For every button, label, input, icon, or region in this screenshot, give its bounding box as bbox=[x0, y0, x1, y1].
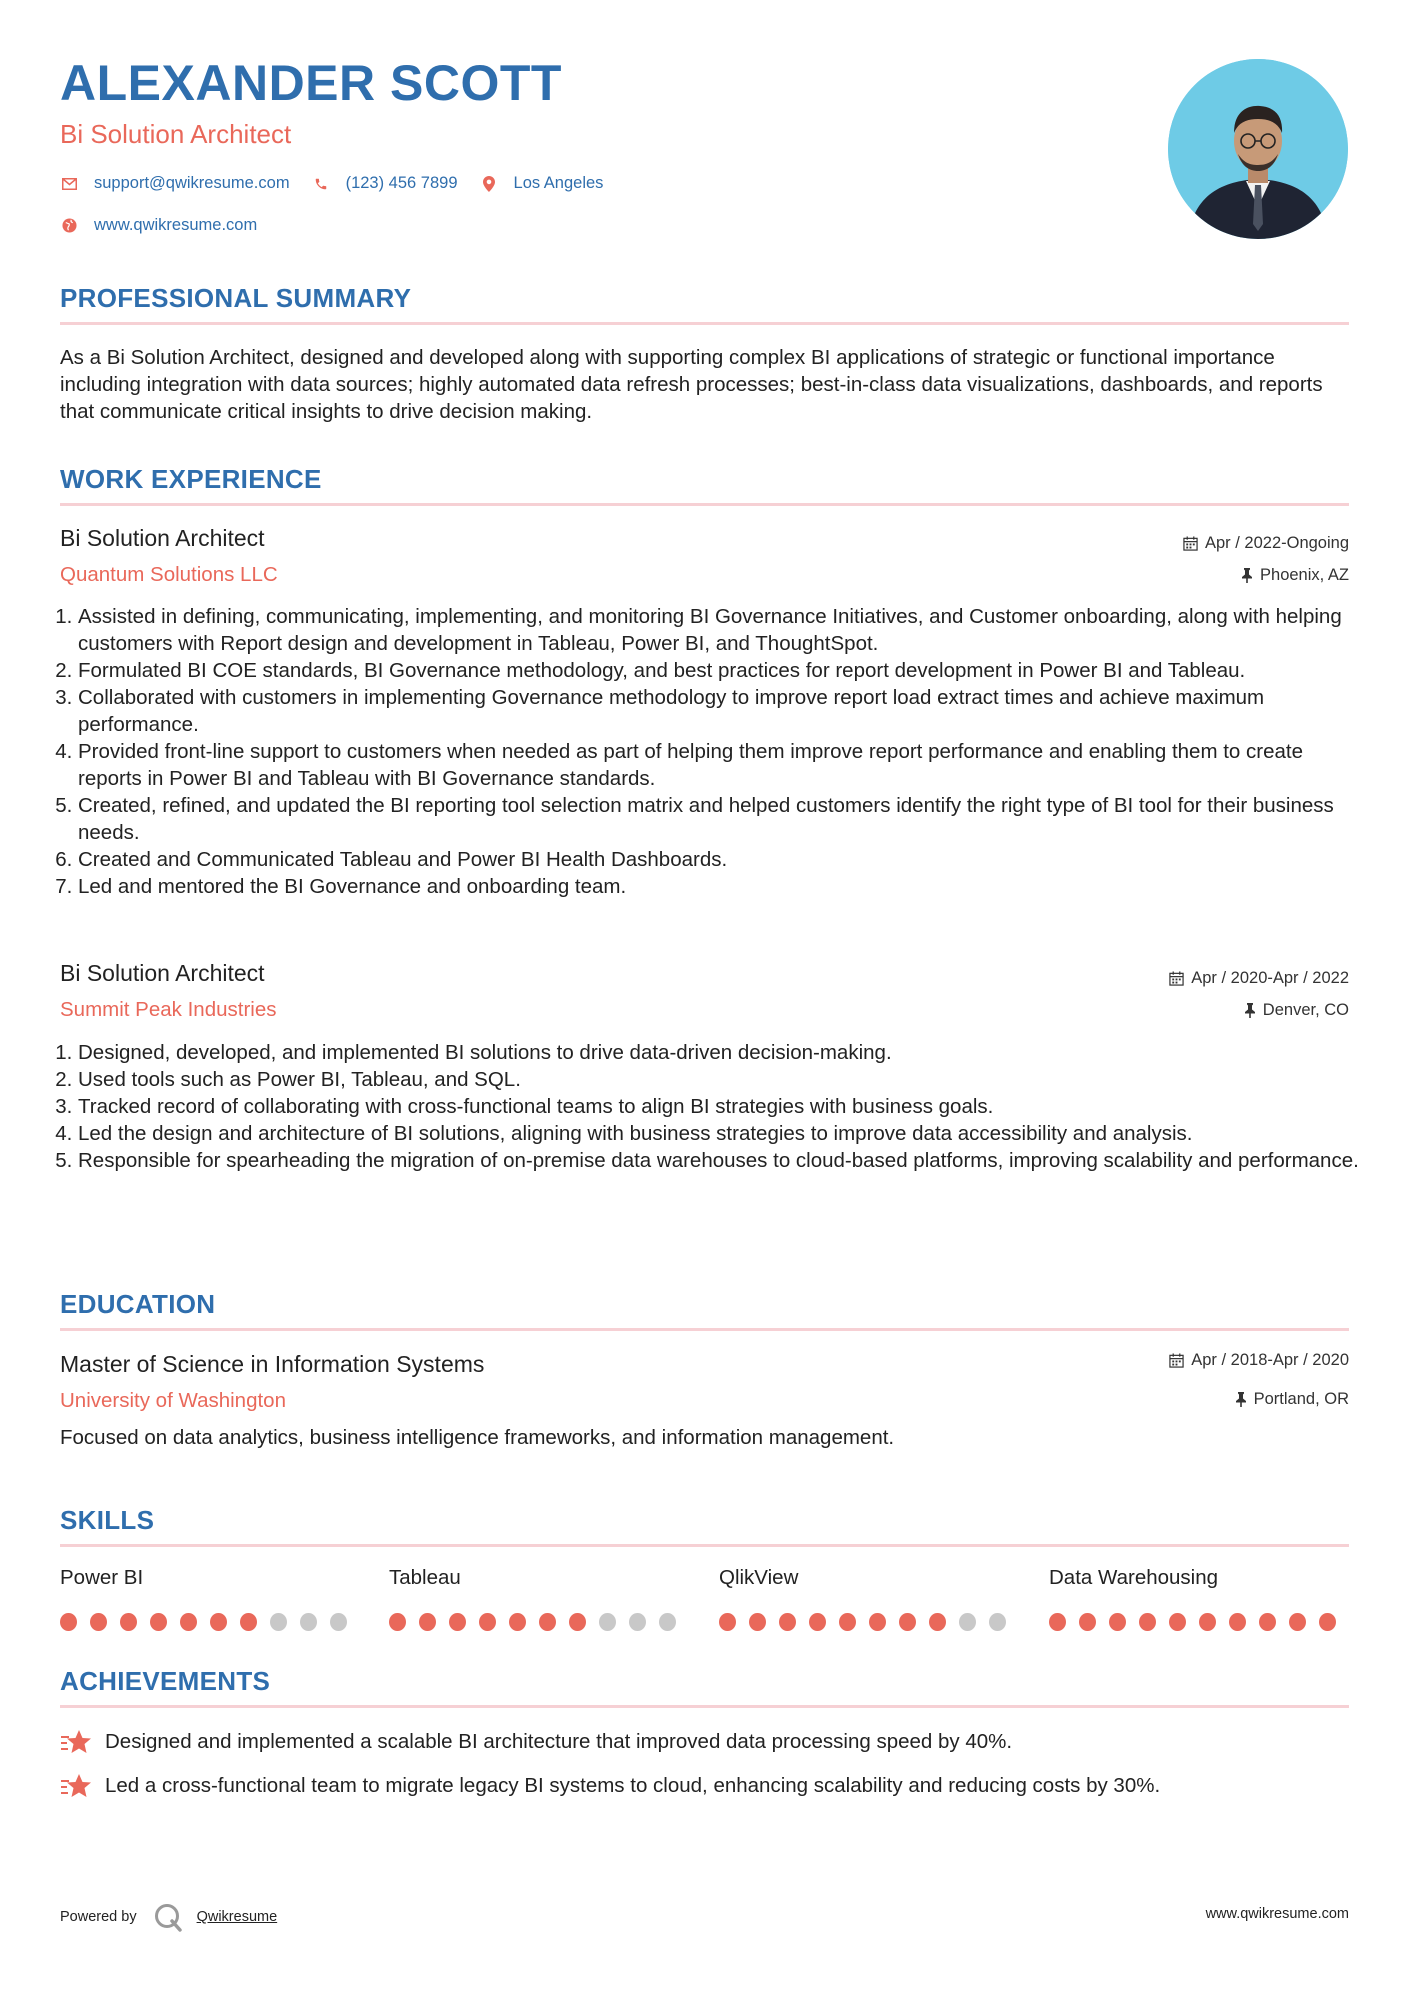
education-description: Focused on data analytics, business intelligence frameworks, and information management. bbox=[60, 1426, 895, 1449]
list-item: 3. Tracked record of collaborating with cross-functional teams to align BI strategies with business goals. bbox=[78, 1093, 1367, 1120]
rating-dot-filled bbox=[1049, 1613, 1066, 1631]
rating-dot-filled bbox=[749, 1613, 766, 1631]
achievement-text: Led a cross-functional team to migrate legacy BI systems to cloud, enhancing scalability and reducing costs by 30%. bbox=[105, 1774, 1161, 1797]
section-divider bbox=[60, 322, 1349, 325]
skill-name: Data Warehousing bbox=[1049, 1566, 1219, 1589]
email-text[interactable]: support@qwikresume.com bbox=[94, 174, 290, 192]
list-item: 5. Created, refined, and updated the BI reporting tool selection matrix and helped customers identify the right type of BI tool for their business needs. bbox=[78, 792, 1367, 846]
skill-item bbox=[719, 1568, 1019, 1631]
brand-link[interactable]: Qwikresume bbox=[196, 1909, 278, 1925]
rating-dot-filled bbox=[90, 1613, 107, 1631]
website-text[interactable]: www.qwikresume.com bbox=[94, 216, 258, 234]
rating-dot-filled bbox=[1289, 1613, 1306, 1631]
achievements-heading: ACHIEVEMENTS bbox=[60, 1666, 271, 1696]
location-item bbox=[480, 174, 604, 193]
rating-dot-filled bbox=[389, 1613, 406, 1631]
envelope-icon bbox=[60, 175, 78, 193]
rating-dot-filled bbox=[899, 1613, 916, 1631]
rating-dot-empty bbox=[989, 1613, 1006, 1631]
map-pin-icon bbox=[480, 175, 498, 193]
job-date bbox=[1169, 970, 1349, 987]
profile-photo bbox=[1168, 59, 1348, 239]
list-item: 2. Used tools such as Power BI, Tableau, and SQL. bbox=[78, 1066, 1367, 1093]
rating-dot-empty bbox=[959, 1613, 976, 1631]
pushpin-icon bbox=[1241, 568, 1253, 583]
rating-dot-filled bbox=[1169, 1613, 1186, 1631]
star-icon bbox=[60, 1772, 92, 1800]
website-item[interactable] bbox=[60, 216, 257, 235]
job-title: Bi Solution Architect bbox=[60, 960, 265, 986]
rating-dot-empty bbox=[659, 1613, 676, 1631]
section-divider bbox=[60, 503, 1349, 506]
rating-dot-empty bbox=[270, 1613, 287, 1631]
footer-website[interactable]: www.qwikresume.com bbox=[1205, 1906, 1349, 1922]
rating-dot-empty bbox=[629, 1613, 646, 1631]
list-item: 6. Created and Communicated Tableau and Power BI Health Dashboards. bbox=[78, 846, 1367, 873]
rating-dot-filled bbox=[150, 1613, 167, 1631]
contact-row bbox=[60, 174, 625, 193]
job-bullets bbox=[60, 1039, 1367, 1174]
job-location bbox=[1244, 1002, 1349, 1019]
rating-dot-empty bbox=[300, 1613, 317, 1631]
school-name: University of Washington bbox=[60, 1389, 286, 1412]
job-location-text: Phoenix, AZ bbox=[1260, 566, 1349, 584]
skill-name: Tableau bbox=[389, 1566, 461, 1589]
list-item: 7. Led and mentored the BI Governance and onboarding team. bbox=[78, 873, 1367, 900]
achievement-item bbox=[60, 1728, 1012, 1756]
rating-dot-filled bbox=[809, 1613, 826, 1631]
section-divider bbox=[60, 1705, 1349, 1708]
skill-rating bbox=[60, 1613, 360, 1631]
pushpin-icon bbox=[1244, 1003, 1256, 1018]
rating-dot-filled bbox=[120, 1613, 137, 1631]
summary-heading: PROFESSIONAL SUMMARY bbox=[60, 283, 412, 313]
phone-text[interactable]: (123) 456 7899 bbox=[345, 174, 458, 192]
rating-dot-filled bbox=[1109, 1613, 1126, 1631]
skill-item bbox=[1049, 1568, 1349, 1631]
rating-dot-filled bbox=[479, 1613, 496, 1631]
rating-dot-filled bbox=[569, 1613, 586, 1631]
globe-icon bbox=[60, 217, 78, 235]
achievement-text: Designed and implemented a scalable BI architecture that improved data processing speed by 40%. bbox=[105, 1730, 1013, 1753]
calendar-icon bbox=[1183, 536, 1198, 551]
section-divider bbox=[60, 1544, 1349, 1547]
rating-dot-filled bbox=[1199, 1613, 1216, 1631]
rating-dot-filled bbox=[240, 1613, 257, 1631]
rating-dot-filled bbox=[419, 1613, 436, 1631]
pushpin-icon bbox=[1235, 1392, 1247, 1407]
job-company: Summit Peak Industries bbox=[60, 998, 277, 1021]
powered-by-label: Powered by bbox=[60, 1909, 137, 1925]
rating-dot-filled bbox=[869, 1613, 886, 1631]
candidate-role: Bi Solution Architect bbox=[60, 119, 292, 149]
rating-dot-filled bbox=[839, 1613, 856, 1631]
education-heading: EDUCATION bbox=[60, 1289, 216, 1319]
list-item: 1. Assisted in defining, communicating, implementing, and monitoring BI Governance Initiatives, and Customer onboarding, along with helping customers with Report design and development in Tableau, Power BI, and ThoughtSpot. bbox=[78, 603, 1367, 657]
job-location bbox=[1241, 567, 1349, 584]
rating-dot-filled bbox=[449, 1613, 466, 1631]
experience-heading: WORK EXPERIENCE bbox=[60, 464, 322, 494]
rating-dot-filled bbox=[719, 1613, 736, 1631]
job-location-text: Denver, CO bbox=[1262, 1001, 1349, 1019]
education-location-text: Portland, OR bbox=[1253, 1390, 1349, 1408]
section-divider bbox=[60, 1328, 1349, 1331]
rating-dot-filled bbox=[539, 1613, 556, 1631]
education-location bbox=[1235, 1391, 1349, 1408]
qwikresume-logo-icon bbox=[153, 1902, 183, 1932]
candidate-name: ALEXANDER SCOTT bbox=[60, 55, 562, 111]
rating-dot-filled bbox=[509, 1613, 526, 1631]
rating-dot-filled bbox=[210, 1613, 227, 1631]
list-item: 4. Provided front-line support to customers when needed as part of helping them improve report performance and enabling them to create reports in Power BI and Tableau with BI Governance standards. bbox=[78, 738, 1367, 792]
education-date-text: Apr / 2018-Apr / 2020 bbox=[1191, 1351, 1349, 1369]
phone-icon bbox=[312, 175, 330, 193]
skill-rating bbox=[1049, 1613, 1349, 1631]
rating-dot-empty bbox=[599, 1613, 616, 1631]
skill-name: Power BI bbox=[60, 1566, 144, 1589]
job-date bbox=[1183, 535, 1349, 552]
star-icon bbox=[60, 1728, 92, 1756]
list-item: 4. Led the design and architecture of BI solutions, aligning with business strategies to improve data accessibility and analysis. bbox=[78, 1120, 1367, 1147]
rating-dot-filled bbox=[1229, 1613, 1246, 1631]
list-item: 5. Responsible for spearheading the migration of on-premise data warehouses to cloud-based platforms, improving scalability and performance. bbox=[78, 1147, 1367, 1174]
skill-name: QlikView bbox=[719, 1566, 799, 1589]
rating-dot-filled bbox=[1259, 1613, 1276, 1631]
rating-dot-filled bbox=[929, 1613, 946, 1631]
job-title: Bi Solution Architect bbox=[60, 525, 265, 551]
rating-dot-filled bbox=[1139, 1613, 1156, 1631]
skills-heading: SKILLS bbox=[60, 1505, 155, 1535]
achievement-item bbox=[60, 1772, 1160, 1800]
list-item: 2. Formulated BI COE standards, BI Governance methodology, and best practices for report development in Power BI and Tableau. bbox=[78, 657, 1367, 684]
job-date-text: Apr / 2022-Ongoing bbox=[1204, 534, 1349, 552]
location-text: Los Angeles bbox=[513, 174, 604, 192]
phone-item[interactable] bbox=[312, 174, 458, 193]
calendar-icon bbox=[1169, 1353, 1184, 1368]
skill-item bbox=[60, 1568, 360, 1631]
rating-dot-filled bbox=[180, 1613, 197, 1631]
website-row bbox=[60, 216, 279, 235]
summary-text: As a Bi Solution Architect, designed and developed along with supporting complex BI applications of strategic or functional importance including integration with data sources; highly automated data refresh processes; best-in-class data visualizations, dashboards, and reports that communicate critical insights to drive decision making. bbox=[60, 346, 1323, 423]
list-item: 1. Designed, developed, and implemented BI solutions to drive data-driven decision-making. bbox=[78, 1039, 1367, 1066]
email-item[interactable] bbox=[60, 174, 290, 193]
job-date-text: Apr / 2020-Apr / 2022 bbox=[1191, 969, 1349, 987]
list-item: 3. Collaborated with customers in implementing Governance methodology to improve report load extract times and achieve maximum performance. bbox=[78, 684, 1367, 738]
degree-title: Master of Science in Information Systems bbox=[60, 1351, 485, 1377]
skill-item bbox=[389, 1568, 689, 1631]
rating-dot-filled bbox=[1319, 1613, 1336, 1631]
person-portrait-icon bbox=[1168, 59, 1348, 239]
job-company: Quantum Solutions LLC bbox=[60, 563, 278, 586]
rating-dot-empty bbox=[330, 1613, 347, 1631]
calendar-icon bbox=[1169, 971, 1184, 986]
footer-powered-by bbox=[60, 1902, 277, 1932]
job-bullets bbox=[60, 603, 1367, 900]
rating-dot-filled bbox=[1079, 1613, 1096, 1631]
rating-dot-filled bbox=[60, 1613, 77, 1631]
rating-dot-filled bbox=[779, 1613, 796, 1631]
skill-rating bbox=[719, 1613, 1019, 1631]
skill-rating bbox=[389, 1613, 689, 1631]
education-date bbox=[1169, 1352, 1349, 1369]
